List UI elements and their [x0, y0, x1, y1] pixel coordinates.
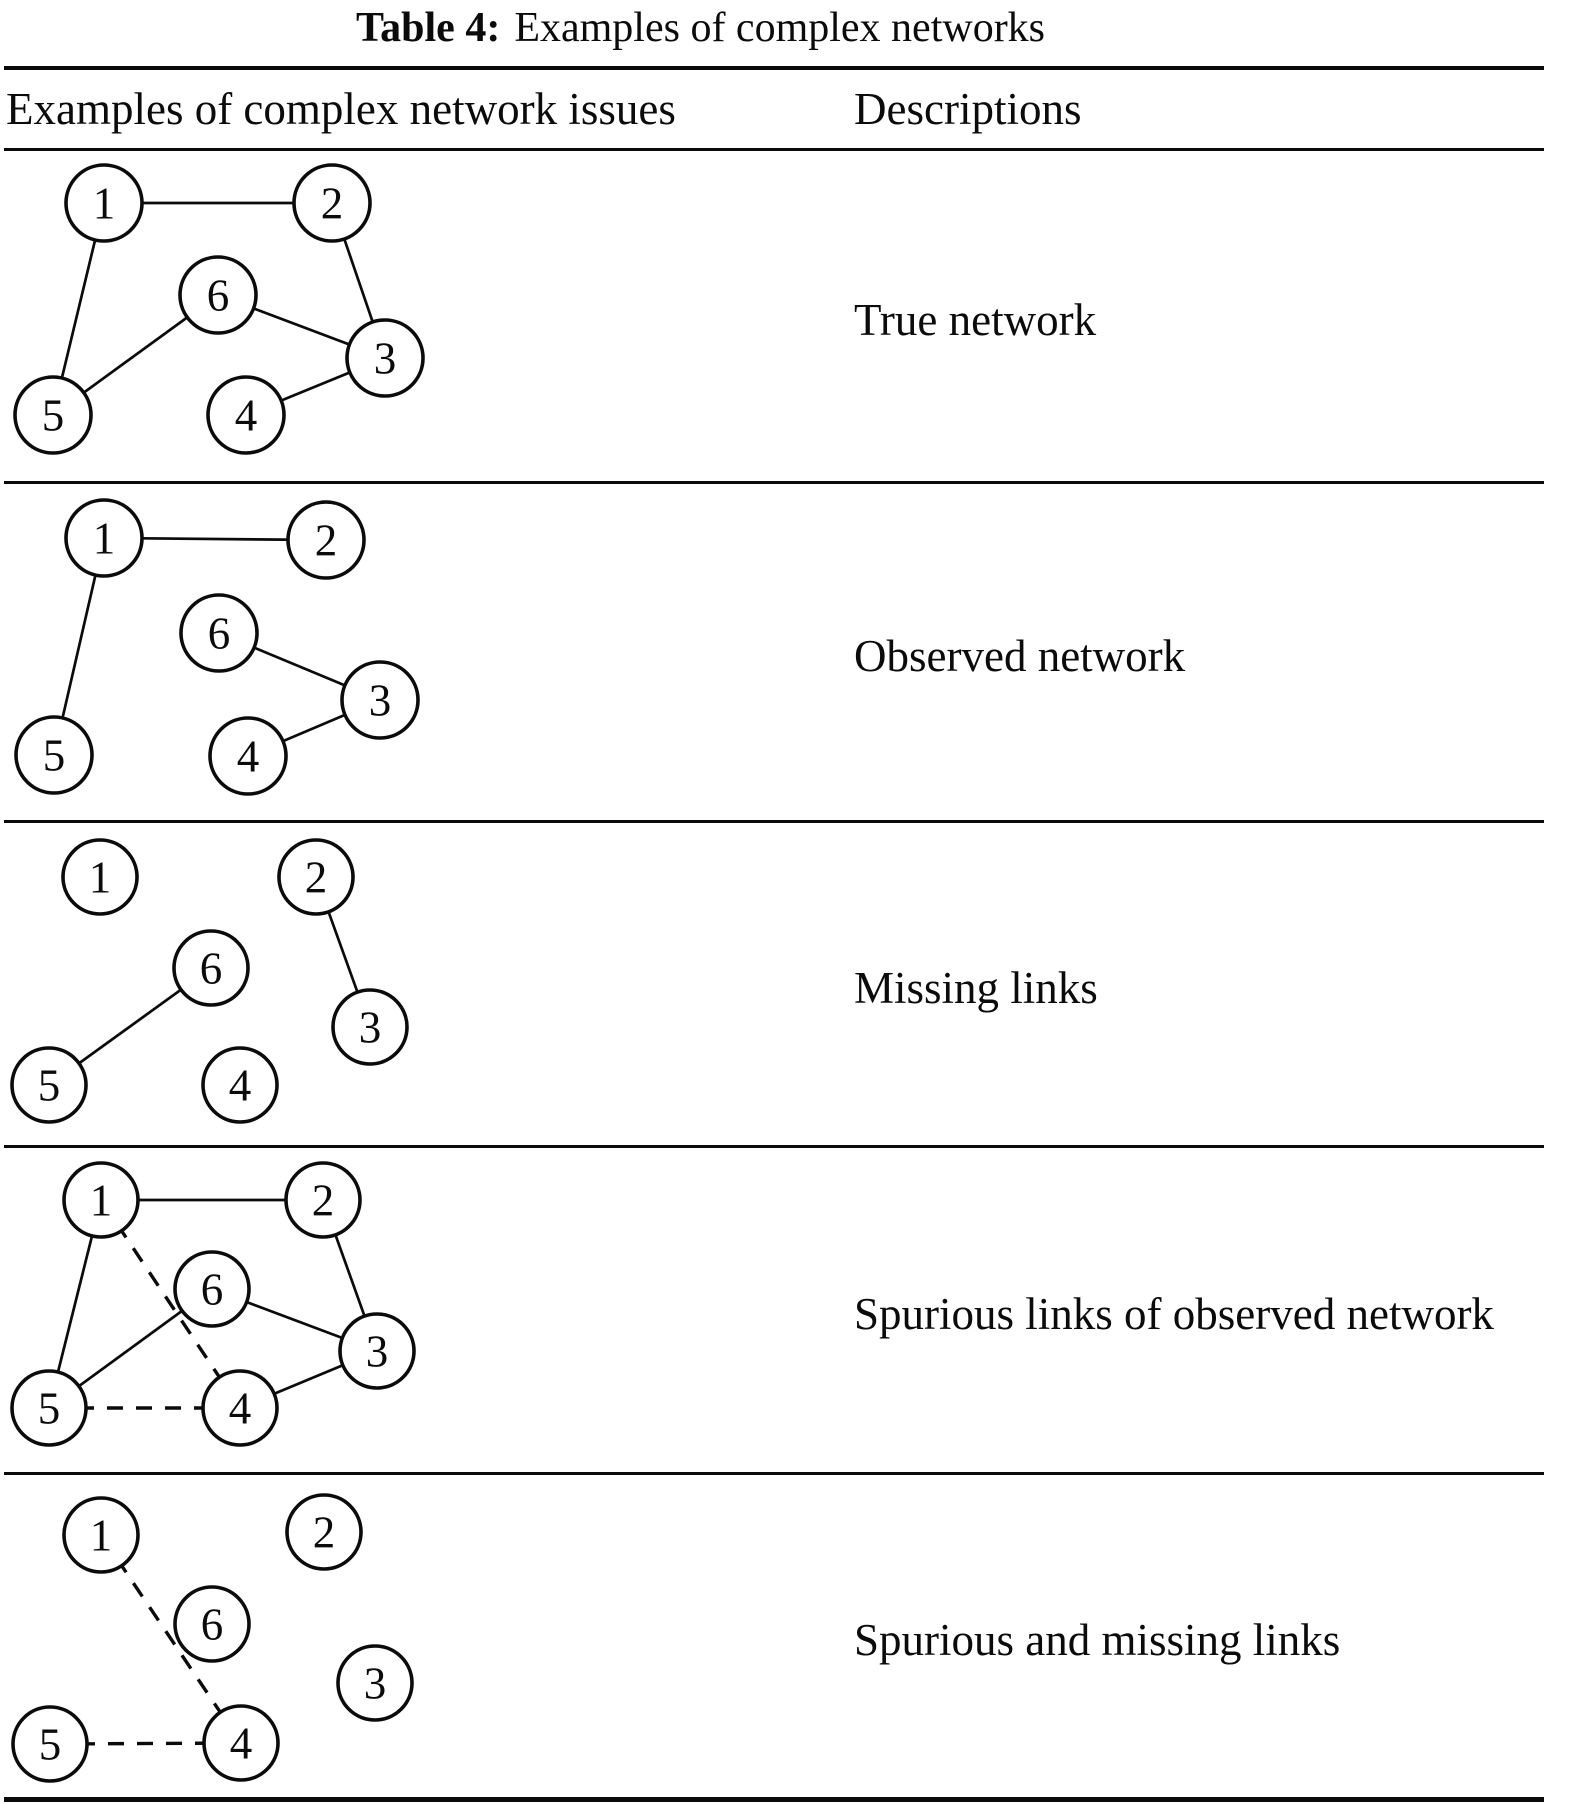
- row-description: True network: [854, 295, 1097, 346]
- examples-table: [4, 66, 1544, 1802]
- network-diagram: [4, 151, 444, 481]
- network-node-3: [340, 1314, 414, 1388]
- network-node-5: [13, 1707, 87, 1781]
- node-label: 3: [363, 1658, 387, 1709]
- network-node-4: [203, 1371, 277, 1445]
- network-node-4: [210, 718, 286, 794]
- row-description: Spurious and missing links: [854, 1615, 1341, 1666]
- network-node-3: [342, 662, 418, 738]
- node-label: 2: [314, 515, 338, 566]
- node-label: 4: [234, 390, 258, 441]
- network-node-5: [12, 1048, 86, 1122]
- node-label: 3: [358, 1002, 382, 1053]
- network-node-5: [12, 1371, 86, 1445]
- table-header-row: [4, 70, 1544, 151]
- row-description: Spurious links of observed network: [854, 1289, 1494, 1340]
- network-node-4: [204, 1706, 278, 1780]
- table-row: [4, 1475, 1544, 1802]
- network-diagram: [4, 823, 444, 1145]
- node-label: 5: [37, 1060, 61, 1111]
- network-node-2: [288, 502, 364, 578]
- network-node-1: [64, 1498, 138, 1572]
- table-row: [4, 484, 1544, 823]
- network-node-6: [175, 1252, 249, 1326]
- table-row: [4, 1148, 1544, 1475]
- network-node-4: [208, 377, 284, 453]
- node-label: 5: [37, 1383, 61, 1434]
- node-label: 4: [236, 731, 260, 782]
- node-label: 1: [92, 513, 116, 564]
- network-node-6: [181, 595, 257, 671]
- table-row: [4, 823, 1544, 1148]
- network-node-6: [174, 931, 248, 1005]
- network-node-1: [63, 840, 137, 914]
- node-label: 4: [229, 1718, 253, 1769]
- node-label: 3: [365, 1326, 389, 1377]
- network-node-2: [294, 165, 370, 241]
- node-label: 4: [228, 1060, 252, 1111]
- node-label: 5: [41, 390, 65, 441]
- table-body: [4, 151, 1544, 1802]
- network-node-6: [175, 1587, 249, 1661]
- node-label: 2: [311, 1175, 335, 1226]
- network-node-1: [66, 165, 142, 241]
- network-node-1: [64, 1163, 138, 1237]
- node-label: 6: [200, 1599, 224, 1650]
- node-label: 6: [207, 608, 231, 659]
- node-label: 2: [320, 178, 344, 229]
- network-node-3: [338, 1646, 412, 1720]
- network-node-2: [287, 1495, 361, 1569]
- header-examples-column: Examples of complex network issues: [6, 84, 676, 134]
- node-label: 1: [92, 178, 116, 229]
- node-label: 6: [206, 270, 230, 321]
- table-row: [4, 151, 1544, 484]
- node-label: 2: [304, 852, 328, 903]
- table-caption: [356, 0, 1045, 56]
- network-node-5: [16, 717, 92, 793]
- node-label: 6: [199, 943, 223, 994]
- network-node-2: [286, 1163, 360, 1237]
- node-label: 3: [368, 675, 392, 726]
- network-node-2: [279, 840, 353, 914]
- node-label: 1: [88, 852, 112, 903]
- node-label: 3: [373, 333, 397, 384]
- row-description: Missing links: [854, 963, 1098, 1014]
- header-descriptions-column: Descriptions: [854, 84, 1082, 134]
- network-node-3: [333, 990, 407, 1064]
- network-node-6: [180, 257, 256, 333]
- network-node-4: [203, 1048, 277, 1122]
- node-label: 5: [38, 1719, 62, 1770]
- table-caption-label: Table 4:: [356, 5, 501, 51]
- node-label: 6: [200, 1264, 224, 1315]
- network-diagram: [4, 1475, 444, 1797]
- network-node-3: [347, 320, 423, 396]
- network-diagram: [4, 1148, 444, 1472]
- network-node-5: [15, 377, 91, 453]
- network-node-1: [66, 500, 142, 576]
- node-label: 1: [89, 1175, 113, 1226]
- row-description: Observed network: [854, 631, 1186, 682]
- node-label: 4: [228, 1383, 252, 1434]
- network-diagram: [4, 484, 444, 820]
- node-label: 1: [89, 1510, 113, 1561]
- table-caption-text: Examples of complex networks: [514, 5, 1046, 51]
- node-label: 2: [312, 1507, 336, 1558]
- node-label: 5: [42, 730, 66, 781]
